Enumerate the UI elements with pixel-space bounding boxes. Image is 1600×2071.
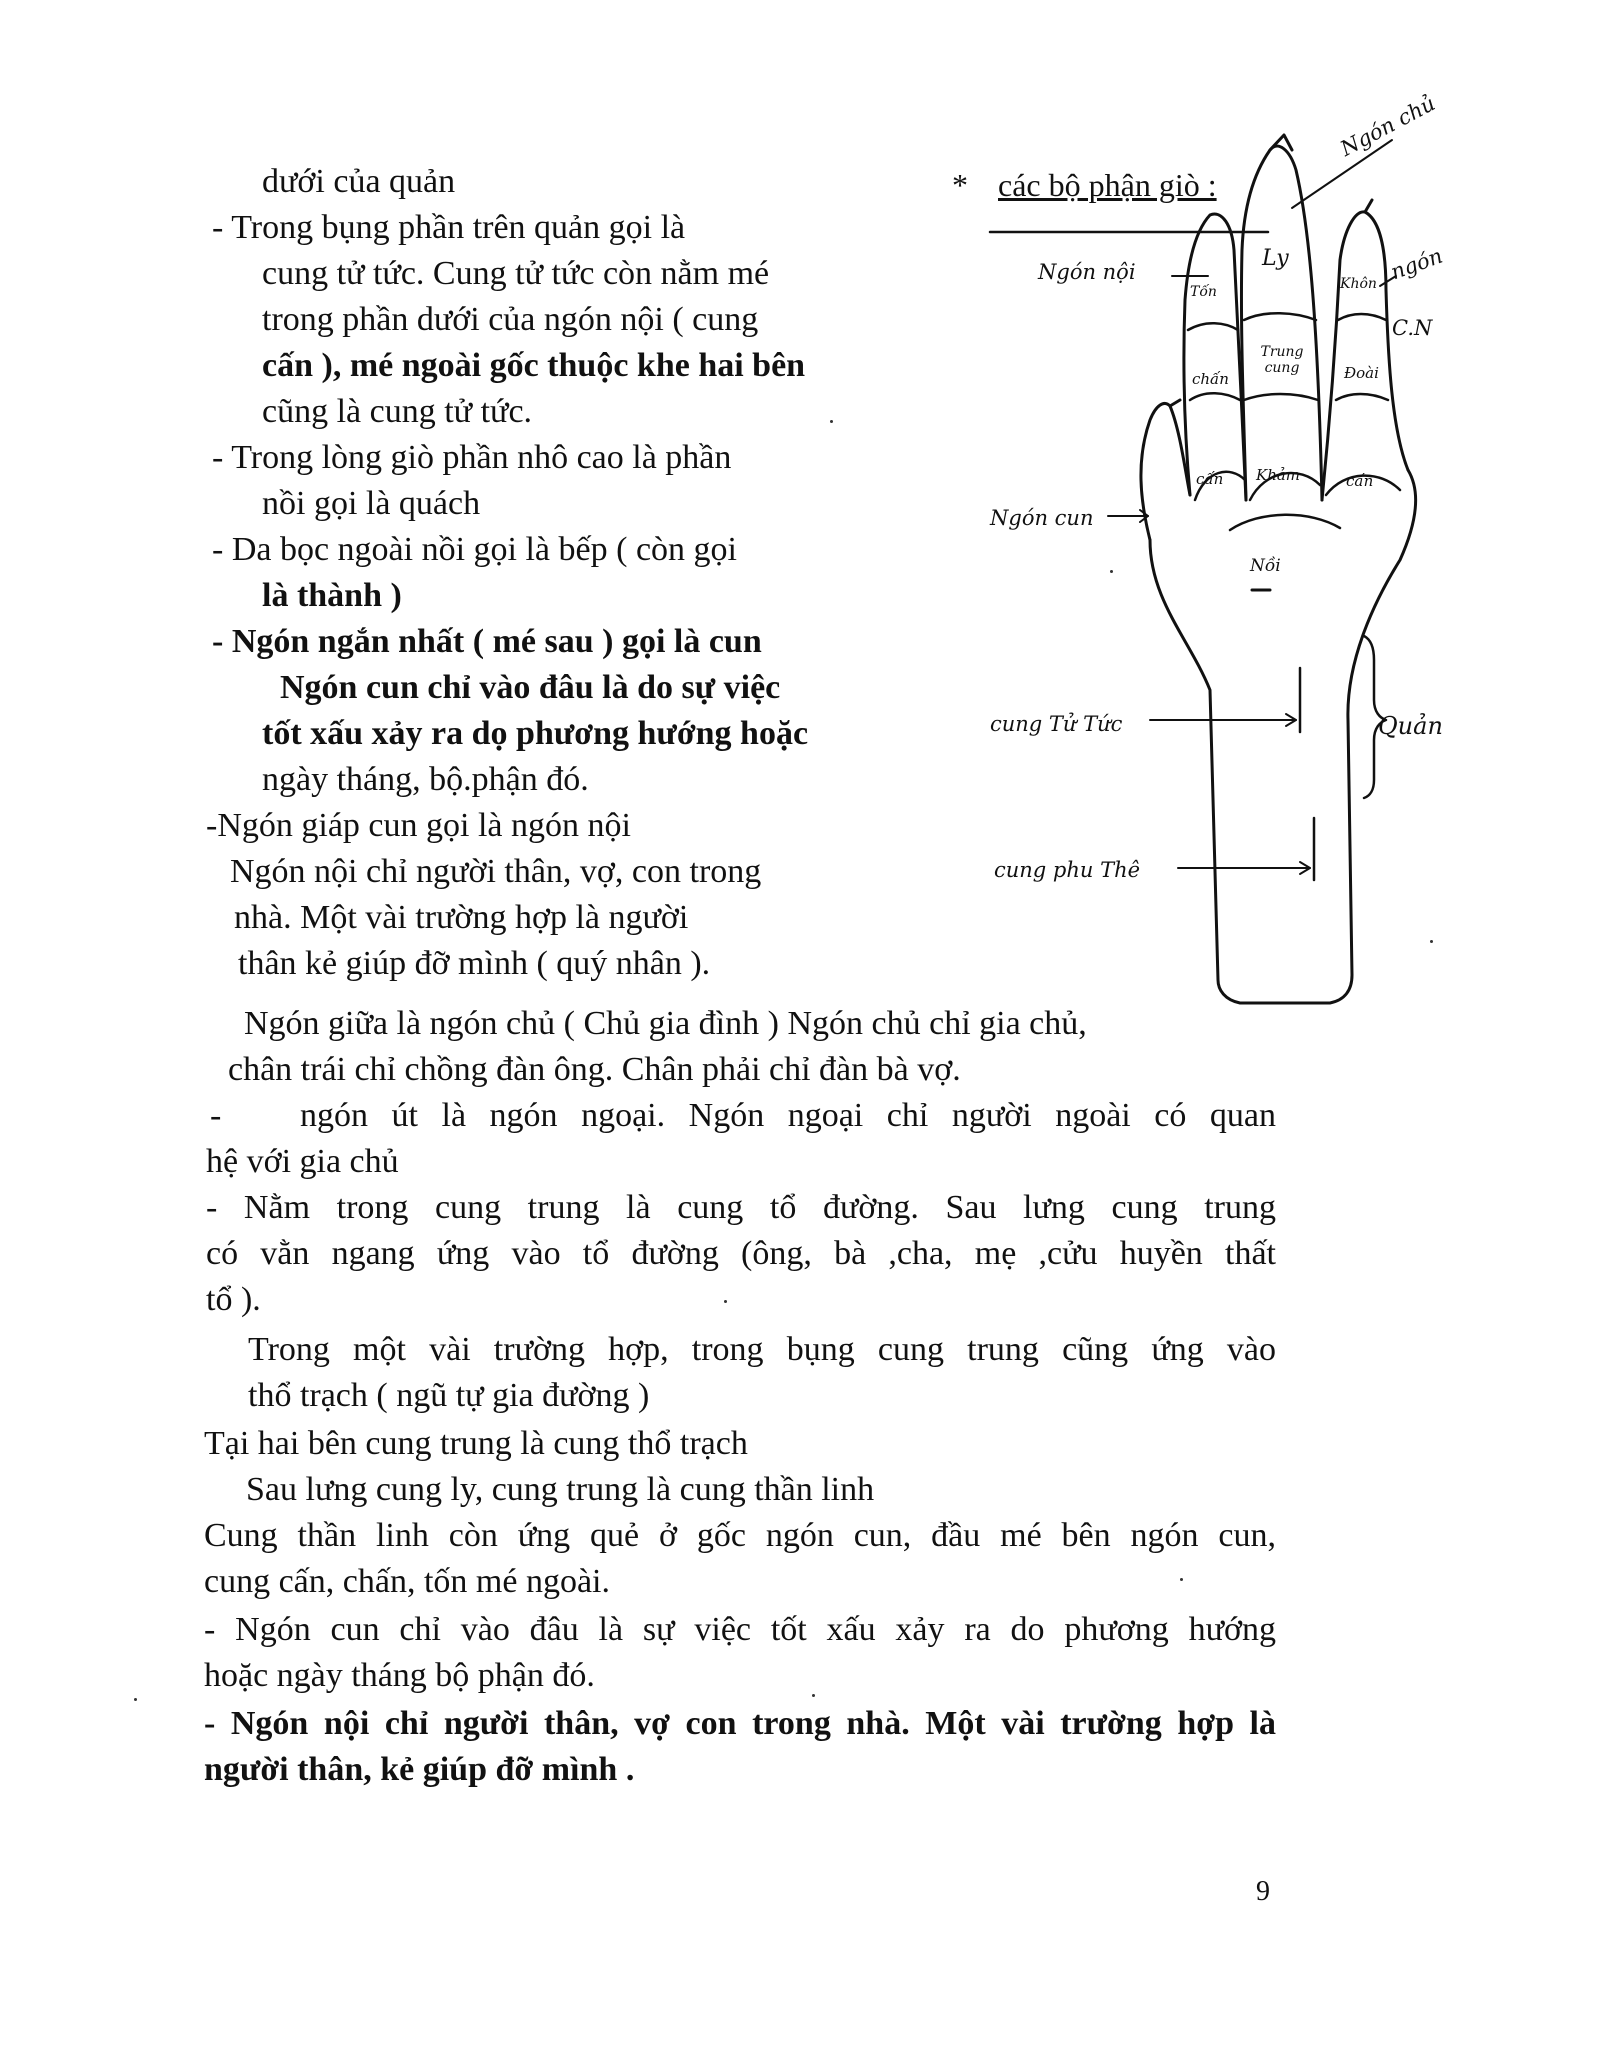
- label-ngon-chu: Ngón chủ: [1336, 91, 1440, 161]
- label-noi: Nồi: [1250, 556, 1281, 576]
- text-line: -Ngón giáp cun gọi là ngón nội: [206, 807, 631, 844]
- label-kham: Khảm: [1256, 466, 1301, 484]
- label-trung-cung: Trung cung: [1260, 344, 1304, 376]
- toe-ngoai: [1322, 212, 1408, 500]
- text-line: - Trong lòng giò phần nhô cao là phần: [212, 439, 732, 476]
- text-line: Tại hai bên cung trung là cung thổ trạch: [204, 1425, 748, 1462]
- text-line: - Ngón cun chỉ vào đâu là sự việc tốt xấu xảy ra do phương hướng: [204, 1611, 1276, 1648]
- scan-speck: [1180, 1578, 1183, 1581]
- text-line: Ngón nội chỉ người thân, vợ, con trong: [230, 853, 762, 890]
- foot-outline: [1150, 470, 1416, 1003]
- text-line: cấn ), mé ngoài gốc thuộc khe hai bên: [262, 347, 806, 384]
- text-line: trong phần dưới của ngón nội ( cung: [262, 301, 759, 338]
- text-line: - Nằm trong cung trung là cung tổ đường. Sau lưng cung trung: [206, 1189, 1276, 1226]
- label-can-right: cấn: [1346, 472, 1374, 490]
- heading-star: *: [952, 167, 968, 203]
- text-line: - Ngón nội chỉ người thân, vợ con trong nhà. Một vài trường hợp là: [204, 1705, 1276, 1742]
- text-line: nồi gọi là quách: [262, 485, 481, 522]
- heading-text: các bộ phận giò :: [998, 167, 1217, 203]
- text-line: tổ ).: [206, 1281, 261, 1318]
- scan-speck: [134, 1698, 137, 1701]
- label-ngon-ngoai: ngón: [1387, 243, 1446, 285]
- text-line: cung tử tức. Cung tử tức còn nằm mé: [262, 255, 770, 292]
- label-ngon-ngoai-2: C.N: [1392, 316, 1433, 340]
- text-line: người thân, kẻ giúp đỡ mình .: [204, 1751, 635, 1788]
- text-line: - Da bọc ngoài nồi gọi là bếp ( còn gọi: [212, 531, 737, 568]
- text-line: thân kẻ giúp đỡ mình ( quý nhân ).: [238, 945, 711, 982]
- label-ngon-cun: Ngón cun: [990, 506, 1094, 530]
- text-line: hệ với gia chủ: [206, 1143, 399, 1180]
- text-line: cung cấn, chấn, tốn mé ngoài.: [204, 1563, 610, 1600]
- text-line: cũng là cung tử tức.: [262, 393, 533, 430]
- label-chan: chấn: [1192, 370, 1229, 388]
- label-doai: Đoài: [1344, 364, 1379, 382]
- text-line: tốt xấu xảy ra dọ phương hướng hoặc: [262, 715, 809, 752]
- text-line: -: [210, 1097, 222, 1134]
- label-cung-tu-tuc: cung Tử Tức: [990, 712, 1123, 736]
- label-ly: Ly: [1262, 246, 1289, 271]
- scan-speck: [830, 420, 833, 423]
- text-line: Trong một vài trường hợp, trong bụng cung trung cũng ứng vào: [248, 1331, 1276, 1368]
- toe-noi: [1184, 214, 1246, 500]
- text-line: thổ trạch ( ngũ tự gia đường ): [248, 1377, 650, 1414]
- label-can-left: cấn: [1196, 470, 1224, 488]
- text-line: - Trong bụng phần trên quản gọi là: [212, 209, 686, 246]
- toe-chu: [1241, 146, 1322, 500]
- text-line: có vằn ngang ứng vào tổ đường (ông, bà ,cha, mẹ ,cửu huyền thất: [206, 1235, 1276, 1272]
- text-line: ngón út là ngón ngoại. Ngón ngoại chỉ người ngoài có quan: [300, 1097, 1276, 1134]
- label-ngon-noi: Ngón nội: [1038, 260, 1136, 284]
- text-line: nhà. Một vài trường hợp là người: [234, 899, 689, 936]
- text-line: - Ngón ngắn nhất ( mé sau ) gọi là cun: [212, 623, 762, 660]
- text-line: Sau lưng cung ly, cung trung là cung thần linh: [246, 1471, 875, 1508]
- scan-speck: [1430, 940, 1433, 943]
- text-line: Ngón giữa là ngón chủ ( Chủ gia đình ) Ngón chủ chỉ gia chủ,: [244, 1005, 1087, 1042]
- scan-speck: [812, 1694, 815, 1697]
- label-cung-phu-the: cung phu Thê: [994, 858, 1141, 882]
- text-line: chân trái chỉ chồng đàn ông. Chân phải chỉ đàn bà vợ.: [228, 1051, 961, 1088]
- label-ton: Tốn: [1190, 284, 1217, 300]
- text-line: là thành ): [262, 577, 402, 614]
- label-quan: Quản: [1378, 712, 1443, 740]
- label-khon: Khôn: [1340, 276, 1377, 292]
- text-line: hoặc ngày tháng bộ phận đó.: [204, 1657, 595, 1694]
- scan-speck: [724, 1300, 727, 1303]
- toe-cun: [1141, 404, 1190, 540]
- scan-speck: [1110, 570, 1113, 573]
- text-line: Cung thần linh còn ứng quẻ ở gốc ngón cun, đầu mé bên ngón cun,: [204, 1517, 1276, 1554]
- text-line: dưới của quản: [262, 163, 456, 200]
- page-number: 9: [1256, 1876, 1270, 1907]
- text-line: ngày tháng, bộ.phận đó.: [262, 761, 589, 798]
- text-line: Ngón cun chỉ vào đâu là do sự việc: [280, 669, 781, 706]
